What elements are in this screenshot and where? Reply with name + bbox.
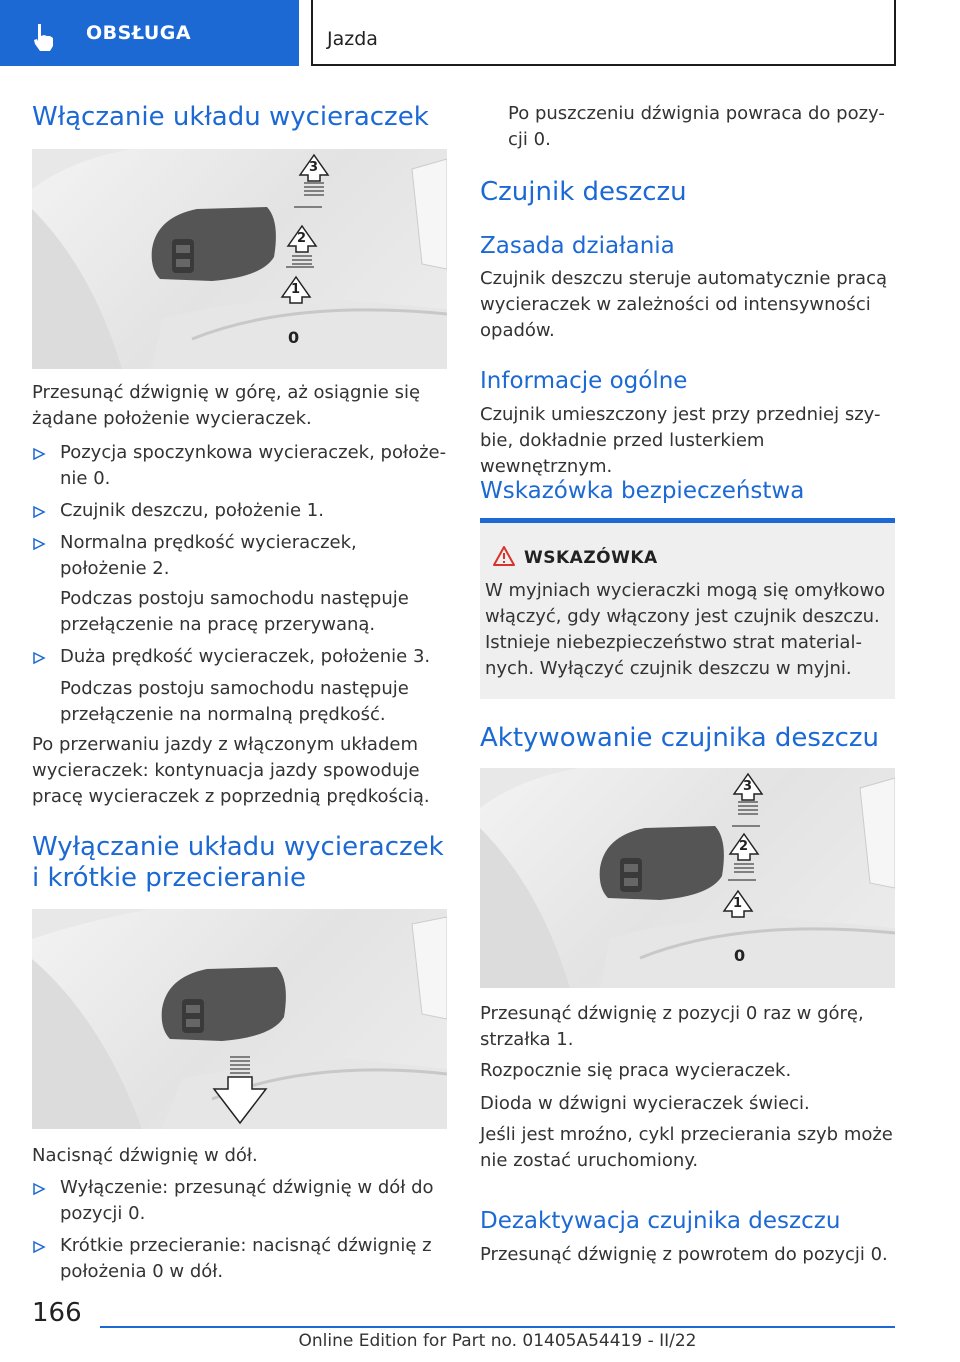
list-item: Czujnik deszczu, położenie 1. (60, 500, 324, 521)
heading-principle: Zasada działania (480, 233, 675, 259)
chapter-box (311, 0, 896, 66)
heading-safety: Wskazówka bezpieczeństwa (480, 478, 805, 504)
heading-wipers-off: Wyłączanie układu wycieraczek (32, 832, 444, 862)
section-label: OBSŁUGA (86, 22, 192, 44)
bullet-triangle-icon (32, 651, 46, 665)
heading-deactivate: Dezaktywacja czujnika deszczu (480, 1208, 841, 1234)
label-pos2: 2 (297, 231, 307, 246)
label-pos1: 1 (733, 896, 743, 911)
paragraph: Przesunąć dźwignię w górę, aż osiągnie się żądane położenie wycieraczek. (32, 382, 421, 429)
section-tab (0, 0, 299, 66)
bullet-triangle-icon (32, 505, 46, 519)
figure-lever-down (32, 909, 447, 1129)
paragraph: Rozpocznie się praca wycieraczek. (480, 1060, 792, 1081)
heading-wipers-on: Włączanie układu wycieraczek (32, 102, 429, 132)
list-item: Krótkie przecieranie: nacisnąć dźwignię z położenia 0 w dół. (60, 1235, 432, 1282)
heading-rain-sensor: Czujnik deszczu (480, 177, 687, 207)
list-item: Pozycja spoczynkowa wycieraczek, położe-nie 0. (60, 442, 447, 489)
lever-down-illustration (32, 909, 447, 1129)
paragraph: Dioda w dźwigni wycieraczek świeci. (480, 1093, 810, 1114)
label-pos3: 3 (309, 160, 319, 175)
footer-divider (100, 1326, 895, 1328)
list-item-note: Podczas postoju samochodu następuje przełączenie na pracę przerywaną. (60, 588, 409, 635)
warning-box (480, 523, 895, 699)
paragraph: Przesunąć dźwignię z powrotem do pozycji 0. (480, 1244, 888, 1265)
figure-lever-activate (480, 768, 895, 988)
paragraph: Czujnik umieszczony jest przy przedniej szy-bie, dokładnie przed lusterkiem wewnętrznym. (480, 404, 881, 477)
pointing-hand-icon (28, 20, 62, 54)
label-pos3: 3 (743, 779, 753, 794)
heading-activate: Aktywowanie czujnika deszczu (480, 723, 880, 753)
warning-triangle-icon (492, 545, 516, 567)
paragraph: Przesunąć dźwignię z pozycji 0 raz w górę, strzałka 1. (480, 1003, 864, 1050)
label-pos0: 0 (734, 946, 746, 965)
paragraph: Czujnik deszczu steruje automatycznie pracą wycieraczek w zależności od intensywności opadów. (480, 268, 888, 341)
lever-illustration (32, 149, 447, 369)
list-item-note: Podczas postoju samochodu następuje przełączenie na normalną prędkość. (60, 678, 409, 725)
label-pos2: 2 (739, 839, 749, 854)
footer-edition: Online Edition for Part no. 01405A54419 - II/22 (298, 1331, 697, 1351)
lever-activate-illustration (480, 768, 895, 988)
label-pos0: 0 (288, 328, 300, 347)
paragraph: Nacisnąć dźwignię w dół. (32, 1145, 258, 1166)
page-number: 166 (32, 1298, 82, 1328)
bullet-triangle-icon (32, 1240, 46, 1254)
paragraph: Po przerwaniu jazdy z włączonym układem wycieraczek: kontynuacja jazdy spowoduje pracę wycieraczek z poprzednią prędkością. (32, 734, 430, 807)
list-item: Wyłączenie: przesunąć dźwignię w dół do pozycji 0. (60, 1177, 434, 1224)
label-pos1: 1 (291, 282, 301, 297)
figure-lever-up (32, 149, 447, 369)
chapter-label: Jazda (327, 28, 378, 50)
heading-wipers-off-line2: i krótkie przecieranie (32, 863, 306, 893)
bullet-triangle-icon (32, 537, 46, 551)
warning-text: W myjniach wycieraczki mogą się omyłkowo włączyć, gdy włączony jest czujnik deszczu. Istnieje niebezpieczeństwo strat material-nych. Wyłączyć czujnik deszczu w myjni. (485, 580, 886, 679)
paragraph: Jeśli jest mroźno, cykl przecierania szyb może nie zostać uruchomiony. (480, 1124, 893, 1171)
list-item: Duża prędkość wycieraczek, położenie 3. (60, 646, 431, 667)
list-item: Normalna prędkość wycieraczek, położenie 2. (60, 532, 357, 579)
paragraph: Po puszczeniu dźwignia powraca do pozy-cji 0. (508, 103, 885, 150)
warning-title: WSKAZÓWKA (524, 548, 658, 568)
bullet-triangle-icon (32, 447, 46, 461)
bullet-triangle-icon (32, 1182, 46, 1196)
heading-general: Informacje ogólne (480, 368, 688, 394)
